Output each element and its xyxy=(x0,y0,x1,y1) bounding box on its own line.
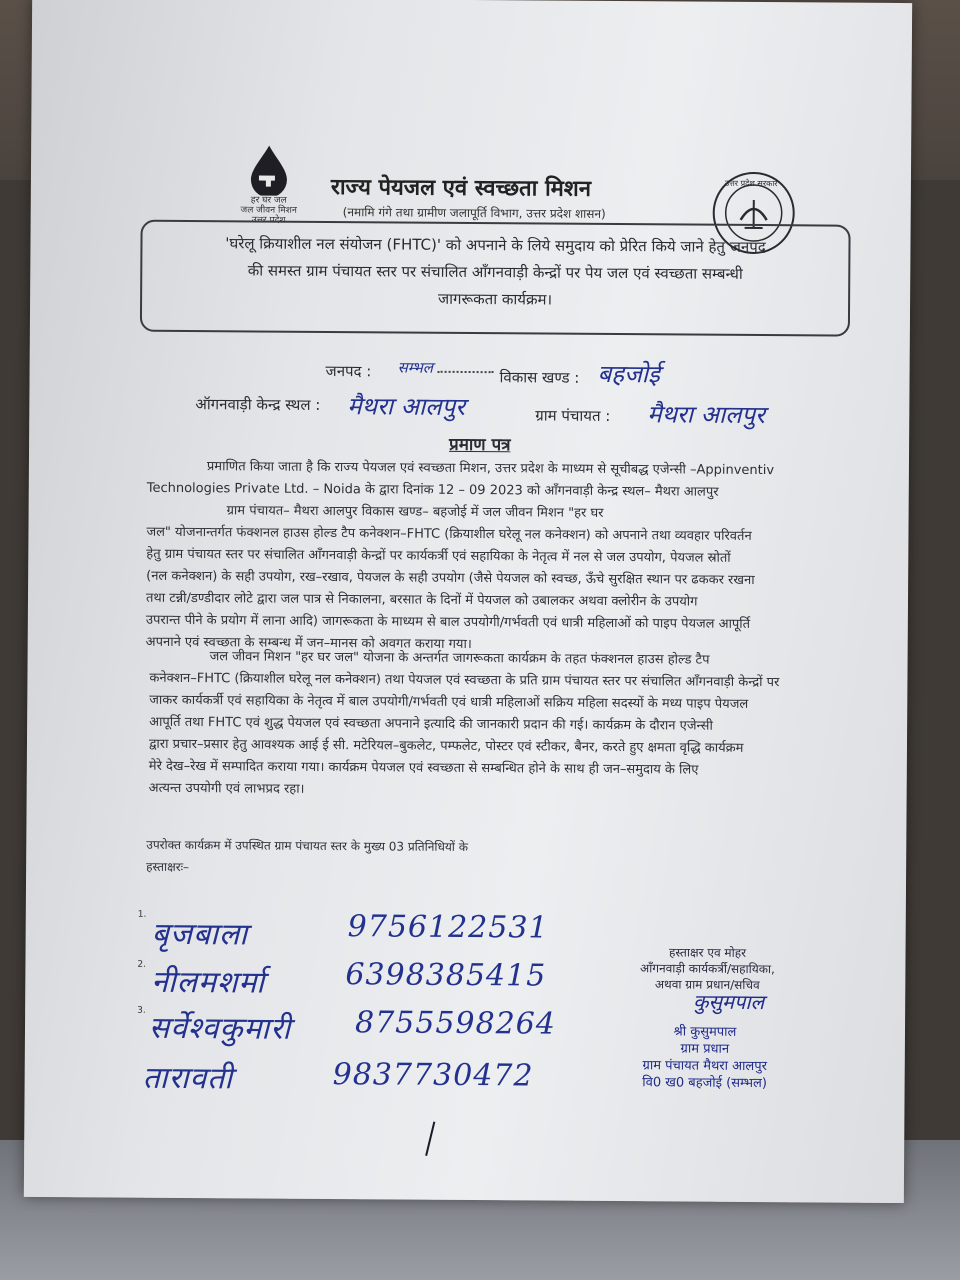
para2-line: जाकर कार्यकर्त्री एवं सहायिका के नेतृत्व में बाल उपयोगी/गर्भवती एवं धात्री महिलाओं सक्रिय महिला सदस्यों के मध्य पाइप पेयजल xyxy=(149,692,749,712)
seal-line-4: वि0 ख0 बहजोई (सम्भल) xyxy=(642,1075,768,1092)
signatory-number: 1. xyxy=(137,909,147,920)
jal-jeevan-mission-logo xyxy=(219,143,320,226)
para2-line: जल जीवन मिशन "हर घर जल" योजना के अन्तर्गत जागरूकता कार्यक्रम के तहत फंक्शनल हाउस होल्ड टैप xyxy=(209,649,710,668)
para2-line: आपूर्ति तथा FHTC एवं शुद्ध पेयजल एवं स्वच्छता अपनाने इत्यादि की जानकारी प्रदान की गई। कार्यक्रम के दौरान एजेन्सी xyxy=(149,714,713,734)
document-page xyxy=(24,0,912,1203)
signatory-row xyxy=(137,1052,597,1103)
para1-line: (नल कनेक्शन) के सही उपयोग, रख–रखाव, पेयजल के सही उपयोग (जैसे पेयजल को स्वच्छ, ऊँचे सुरक्षित स्थान पर ढककर रखना xyxy=(146,568,755,589)
certificate-heading: प्रमाण पत्र xyxy=(449,434,511,456)
signatory-name: बृजबाला xyxy=(151,916,249,953)
representatives-intro: उपरोक्त कार्यक्रम में उपस्थित ग्राम पंचायत स्तर के मुख्य 03 प्रतिनिधियों के xyxy=(146,837,469,855)
program-banner xyxy=(140,220,851,337)
para1-line: उपरान्त पीने के प्रयोग में लाना आदि) जागरूकता के माध्यम से बाल उपयोगी/गर्भवती एवं धात्री महिलाओं को पाइप पेयजल आपूर्ति xyxy=(145,612,751,632)
signatory-phone: 9756122531 xyxy=(347,909,549,946)
district-label: जनपद : xyxy=(325,362,372,381)
signatures-label: हस्ताक्षरः– xyxy=(146,859,190,875)
signatory-name: तारावती xyxy=(142,1060,234,1097)
banner-line-1: 'घरेलू क्रियाशील नल संयोजन (FHTC)' को अपनाने के लिये समुदाय को प्रेरित किये जाने हेतु जनपद xyxy=(225,234,766,257)
para1-line: तथा टन्नी/डण्डीदार लोटे द्वारा जल पात्र से निकालना, बरसात के दिनों में पेयजल को उबालकर अथवा क्लोरीन के उपयोग xyxy=(145,590,698,610)
logo-caption-1: हर घर जल xyxy=(250,195,287,206)
pradhan-seal xyxy=(605,1023,805,1092)
seal-line-2: ग्राम प्रधान xyxy=(680,1041,730,1057)
pen-mark xyxy=(420,1120,440,1160)
signatory-phone: 9837730472 xyxy=(332,1057,534,1094)
para1-line: अपनाने एवं स्वच्छता के सम्बन्ध में जन–मानस को अवगत कराया गया। xyxy=(145,634,472,653)
panchayat-label: ग्राम पंचायत : xyxy=(535,406,611,425)
signatory-number: 3. xyxy=(137,1005,146,1016)
stamp-line-3: अथवा ग्राम प्रधान/सचिव xyxy=(654,977,760,993)
page-subtitle: (नमामि गंगे तथा ग्रामीण जलापूर्ति विभाग, उत्तर प्रदेश शासन) xyxy=(342,205,606,221)
center-label: ऑगनवाड़ी केन्द्र स्थल : xyxy=(195,395,321,414)
seal-line-1: श्री कुसुमपाल xyxy=(673,1024,737,1040)
certificate-paragraph-1 xyxy=(146,456,887,659)
page-title: राज्य पेयजल एवं स्वच्छता मिशन xyxy=(330,175,592,202)
signatory-row xyxy=(137,956,597,1007)
water-drop-icon xyxy=(247,143,291,195)
district-field xyxy=(398,358,498,379)
seal-text: उत्तर प्रदेश सरकार xyxy=(724,178,778,189)
para2-line: मेरे देख–रेख में सम्पादित कराया गया। कार्यक्रम पेयजल एवं स्वच्छता से सम्बन्धित होने के साथ ही जन–समुदाय के लिए xyxy=(148,758,699,778)
seal-line-3: ग्राम पंचायत मैथरा आलपुर xyxy=(642,1058,768,1075)
para1-line: ग्राम पंचायत– मैथरा आलपुर विकास खण्ड– बहजोई में जल जीवन मिशन "हर घर xyxy=(226,503,604,521)
signatory-row xyxy=(138,908,598,959)
signatory-name: नीलमशर्मा xyxy=(151,964,266,1001)
stamp-instructions xyxy=(617,944,797,993)
para1-line: प्रमाणित किया जाता है कि राज्य पेयजल एवं स्वच्छता मिशन, उत्तर प्रदेश के माध्यम से सूचीबद्ध एजेन्सी –Appinventiv xyxy=(206,459,775,479)
para1-line: हेतु ग्राम पंचायत स्तर पर संचालित आँगनवाड़ी केन्द्रों पर कार्यकर्त्री एवं सहायिका के नेतृत्व में नल से जल उपयोग, पेयजल स्रोतों xyxy=(146,546,731,566)
center-value: मैथरा आलपुर xyxy=(347,392,466,421)
stamp-line-1: हस्ताक्षर एव मोहर xyxy=(668,945,747,960)
para2-line: द्वारा प्रचार–प्रसार हेतु आवश्यक आई ई सी. मटेरियल–बुकलेट, पम्फलेट, पोस्टर एवं स्टीकर, बैनर, करते हुए क्षमता वृद्धि कार्यक्रम xyxy=(148,736,744,756)
pradhan-signature: कुसुमपाल xyxy=(693,989,765,1015)
certificate-paragraph-2 xyxy=(149,646,890,805)
block-label: विकास खण्ड : xyxy=(499,368,580,387)
para2-line: कनेक्शन–FHTC (क्रियाशील घरेलू नल कनेक्शन) तथा पेयजल एवं स्वच्छता के प्रति ग्राम पंचायत स्तर पर संचालित आँगनवाड़ी केन्द्रों पर xyxy=(149,670,780,691)
signatory-phone: 8755598264 xyxy=(354,1005,557,1042)
banner-line-3: जागरूकता कार्यक्रम। xyxy=(437,289,553,309)
logo-caption-2: जल जीवन मिशन xyxy=(240,205,297,216)
banner-line-2: की समस्त ग्राम पंचायत स्तर पर संचालित आँगनवाड़ी केन्द्रों पर पेय जल एवं स्वच्छता सम्बन्धी xyxy=(247,261,743,283)
para1-line: Technologies Private Ltd. – Noida के द्वारा दिनांक 12 – 09 2023 को आँगनवाड़ी केन्द्र स्थल– मैथरा आलपुर xyxy=(146,480,719,500)
panchayat-value: मैथरा आलपुर xyxy=(647,400,766,430)
logo-caption-3: उत्तर प्रदेश xyxy=(251,215,286,226)
block-value: बहजोई xyxy=(597,359,660,389)
para2-line: अत्यन्त उपयोगी एवं लाभप्रद रहा। xyxy=(148,780,305,797)
para1-line: जल" योजनान्तर्गत फंक्शनल हाउस होल्ड टैप कनेक्शन–FHTC (क्रियाशील घरेलू नल कनेक्शन) को अपनाने तथा व्यवहार परिवर्तन xyxy=(146,524,752,544)
signatory-list xyxy=(137,908,598,1103)
signatory-phone: 6398385415 xyxy=(345,957,547,994)
signatory-number: 2. xyxy=(137,959,147,970)
stamp-line-2: आँगनवाड़ी कार्यकर्त्री/सहायिका, xyxy=(639,961,775,977)
signatory-row xyxy=(137,1004,597,1055)
district-value: सम्भल xyxy=(397,358,434,377)
signatory-name: सर्वेश्वकुमारी xyxy=(148,1010,292,1047)
